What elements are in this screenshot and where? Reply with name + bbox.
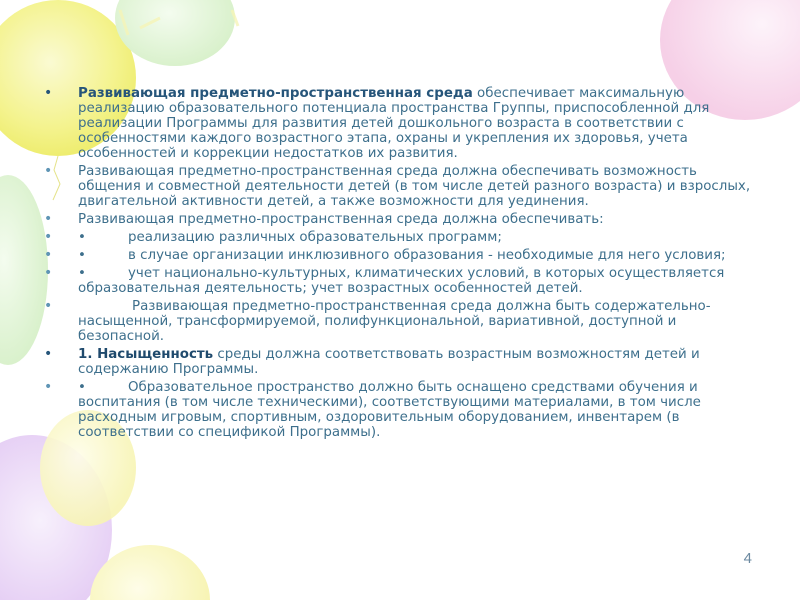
inner-bullet: • [78,230,86,245]
bullet: • [44,85,53,101]
paragraph-text: среды должна соответствовать возрастным возможностям детей и содержанию Программы. [78,347,700,377]
bullet: • [44,163,53,179]
paragraph-lead: 1. Насыщенность [78,347,214,362]
bullet: • [44,265,53,281]
balloon-green-left [0,175,48,365]
inner-bullet: • [78,248,86,263]
bullet: • [44,247,53,263]
bullet: • [44,298,53,314]
paragraph-text: реализацию различных образовательных программ; [128,230,502,245]
paragraph-text: Развивающая предметно-пространственная среда должна быть содержательно-насыщенной, трансформируемой, полифункциональной, вариативной, доступной и безопасной. [78,299,711,344]
slide-content [44,86,752,443]
list-item [44,164,752,209]
inner-bullet: • [78,380,86,395]
list-item [44,266,752,296]
bullet: • [44,211,53,227]
list-item [44,248,752,263]
list-item [44,347,752,377]
paragraph-text: в случае организации инклюзивного образования - необходимые для него условия; [128,248,726,263]
paragraph-text: Развивающая предметно-пространственная среда должна обеспечивать: [78,212,604,227]
paragraph-text: учет национально-культурных, климатических условий, в которых осуществляется образовательная деятельность; учет возрастных особенностей детей. [78,266,725,296]
balloon-green-top [115,0,235,66]
inner-bullet: • [78,266,86,281]
paragraph-text: обеспечивает максимальную реализацию образовательного потенциала пространства Группы, приспособленной для реализации Программы для развития детей дошкольного возраста в соответствии с особенностями каждого возрастного этапа, охраны и укрепления их здоровья, учета особенностей и коррекции недостатков их развития. [78,86,710,161]
bullet: • [44,379,53,395]
page-number: 4 [743,550,752,567]
bullet: • [44,346,53,362]
paragraph-text: Образовательное пространство должно быть оснащено средствами обучения и воспитания (в том числе техническими), соответствующими материалами, в том числе расходным игровым, спортивным, оздоровительным оборудованием, инвентарем (в соответствии со спецификой Программы). [78,380,701,440]
list-item [44,380,752,440]
list-item [44,230,752,245]
paragraph-text: Развивающая предметно-пространственная среда должна обеспечивать возможность общения и совместной деятельности детей (в том числе детей разного возраста) и взрослых, двигательной активности детей, а также возможности для уединения. [78,164,751,209]
bullet: • [44,229,53,245]
list-item [44,86,752,161]
paragraph-lead: Развивающая предметно-пространственная среда [78,86,473,101]
list-item [44,212,752,227]
list-item [44,299,752,344]
